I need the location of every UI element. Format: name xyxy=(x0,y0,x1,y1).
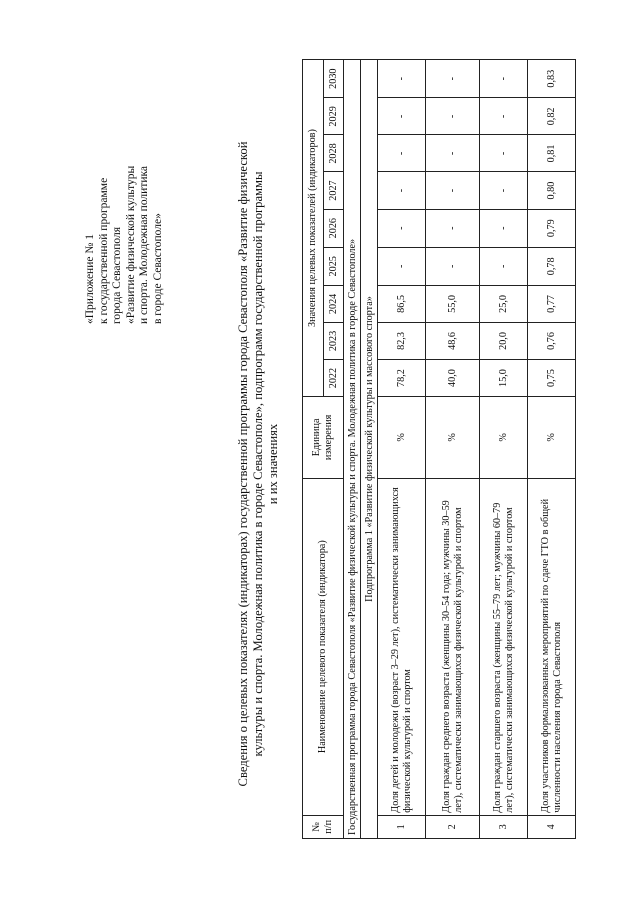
appendix-line: и спорта. Молодежная политика xyxy=(138,165,150,324)
header-year: 2024 xyxy=(324,285,344,322)
header-year: 2028 xyxy=(324,135,344,172)
appendix-line: «Приложение № 1 xyxy=(84,234,96,324)
header-indicator-name: Наименование целевого показателя (индикатора) xyxy=(303,478,344,815)
row-value: - xyxy=(426,135,480,172)
header-year: 2029 xyxy=(324,98,344,135)
row-value: 55,0 xyxy=(426,285,480,322)
row-value: 15,0 xyxy=(480,360,528,397)
row-value: 48,6 xyxy=(426,322,480,359)
appendix-line: к государственной программе xyxy=(97,177,110,324)
row-value: - xyxy=(480,60,528,98)
row-value: - xyxy=(480,172,528,209)
row-value: - xyxy=(480,98,528,135)
row-unit: % xyxy=(480,397,528,479)
row-value: 0,78 xyxy=(528,247,576,285)
subprogram-row: Подпрограмма 1 «Развитие физической культуры и массового спорта» xyxy=(361,60,378,839)
header-unit: Единица измерения xyxy=(303,397,344,479)
row-indicator-name: Доля участников формализованных мероприятий по сдаче ГТО в общей численности населения города Севастополя xyxy=(528,478,576,815)
row-indicator-name: Доля детей и молодежи (возраст 3–29 лет), систематически занимающихся физической культурой и спортом xyxy=(378,478,426,815)
header-year: 2023 xyxy=(324,322,344,359)
header-values-group: Значения целевых показателей (индикаторов) xyxy=(303,60,324,397)
header-year: 2030 xyxy=(324,60,344,98)
row-value: - xyxy=(378,60,426,98)
header-year: 2026 xyxy=(324,209,344,247)
table-row xyxy=(528,60,576,839)
table-row xyxy=(426,60,480,839)
row-value: 0,82 xyxy=(528,98,576,135)
row-value: 25,0 xyxy=(480,285,528,322)
appendix-line: «Развитие физической культуры xyxy=(124,165,137,324)
row-num: 2 xyxy=(426,815,480,838)
row-value: 20,0 xyxy=(480,322,528,359)
row-unit: % xyxy=(378,397,426,479)
row-value: 40,0 xyxy=(426,360,480,397)
header-num: № п/п xyxy=(303,815,344,838)
row-value: 0,79 xyxy=(528,209,576,247)
row-value: - xyxy=(480,135,528,172)
row-value: - xyxy=(378,247,426,285)
header-year: 2025 xyxy=(324,247,344,285)
row-value: - xyxy=(480,209,528,247)
appendix-line: города Севастополя xyxy=(111,227,123,324)
program-section-row: Государственная программа города Севастополя «Развитие физической культуры и спорта. Молодежная политика в городе Севастополе» xyxy=(344,60,361,839)
row-indicator-name: Доля граждан старшего возраста (женщины 55–79 лет; мужчины 60–79 лет), систематически занимающихся физической культурой и спортом xyxy=(480,478,528,815)
row-value: - xyxy=(378,172,426,209)
row-value: 0,80 xyxy=(528,172,576,209)
row-value: - xyxy=(426,209,480,247)
document-title xyxy=(236,74,281,854)
appendix-note xyxy=(84,154,165,324)
row-value: 0,83 xyxy=(528,60,576,98)
row-value: 0,75 xyxy=(528,360,576,397)
row-value: - xyxy=(378,209,426,247)
row-value: - xyxy=(426,247,480,285)
title-line: и их значениях xyxy=(266,423,280,505)
header-year: 2027 xyxy=(324,172,344,209)
header-year: 2022 xyxy=(324,360,344,397)
row-value: - xyxy=(426,98,480,135)
row-value: - xyxy=(426,60,480,98)
table-row xyxy=(378,60,426,839)
row-num: 3 xyxy=(480,815,528,838)
table-row xyxy=(480,60,528,839)
row-num: 1 xyxy=(378,815,426,838)
row-value: 0,81 xyxy=(528,135,576,172)
row-value: 78,2 xyxy=(378,360,426,397)
row-unit: % xyxy=(426,397,480,479)
row-unit: % xyxy=(528,397,576,479)
row-value: - xyxy=(426,172,480,209)
indicators-table xyxy=(302,59,576,839)
row-value: 0,76 xyxy=(528,322,576,359)
row-value: - xyxy=(378,98,426,135)
title-line: культуры и спорта. Молодежная политика в городе Севастополе», подпрограмм государственной программы xyxy=(251,171,265,757)
row-value: 0,77 xyxy=(528,285,576,322)
row-value: 86,5 xyxy=(378,285,426,322)
row-indicator-name: Доля граждан среднего возраста (женщины 30–54 года; мужчины 30–59 лет), систематически занимающихся физической культурой и спортом xyxy=(426,478,480,815)
row-value: - xyxy=(480,247,528,285)
row-value: - xyxy=(378,135,426,172)
appendix-line: в городе Севастополе» xyxy=(151,213,164,324)
row-value: 82,3 xyxy=(378,322,426,359)
row-num: 4 xyxy=(528,815,576,838)
title-line: Сведения о целевых показателях (индикаторах) государственной программы города Севастополя «Развитие физической xyxy=(236,141,250,787)
